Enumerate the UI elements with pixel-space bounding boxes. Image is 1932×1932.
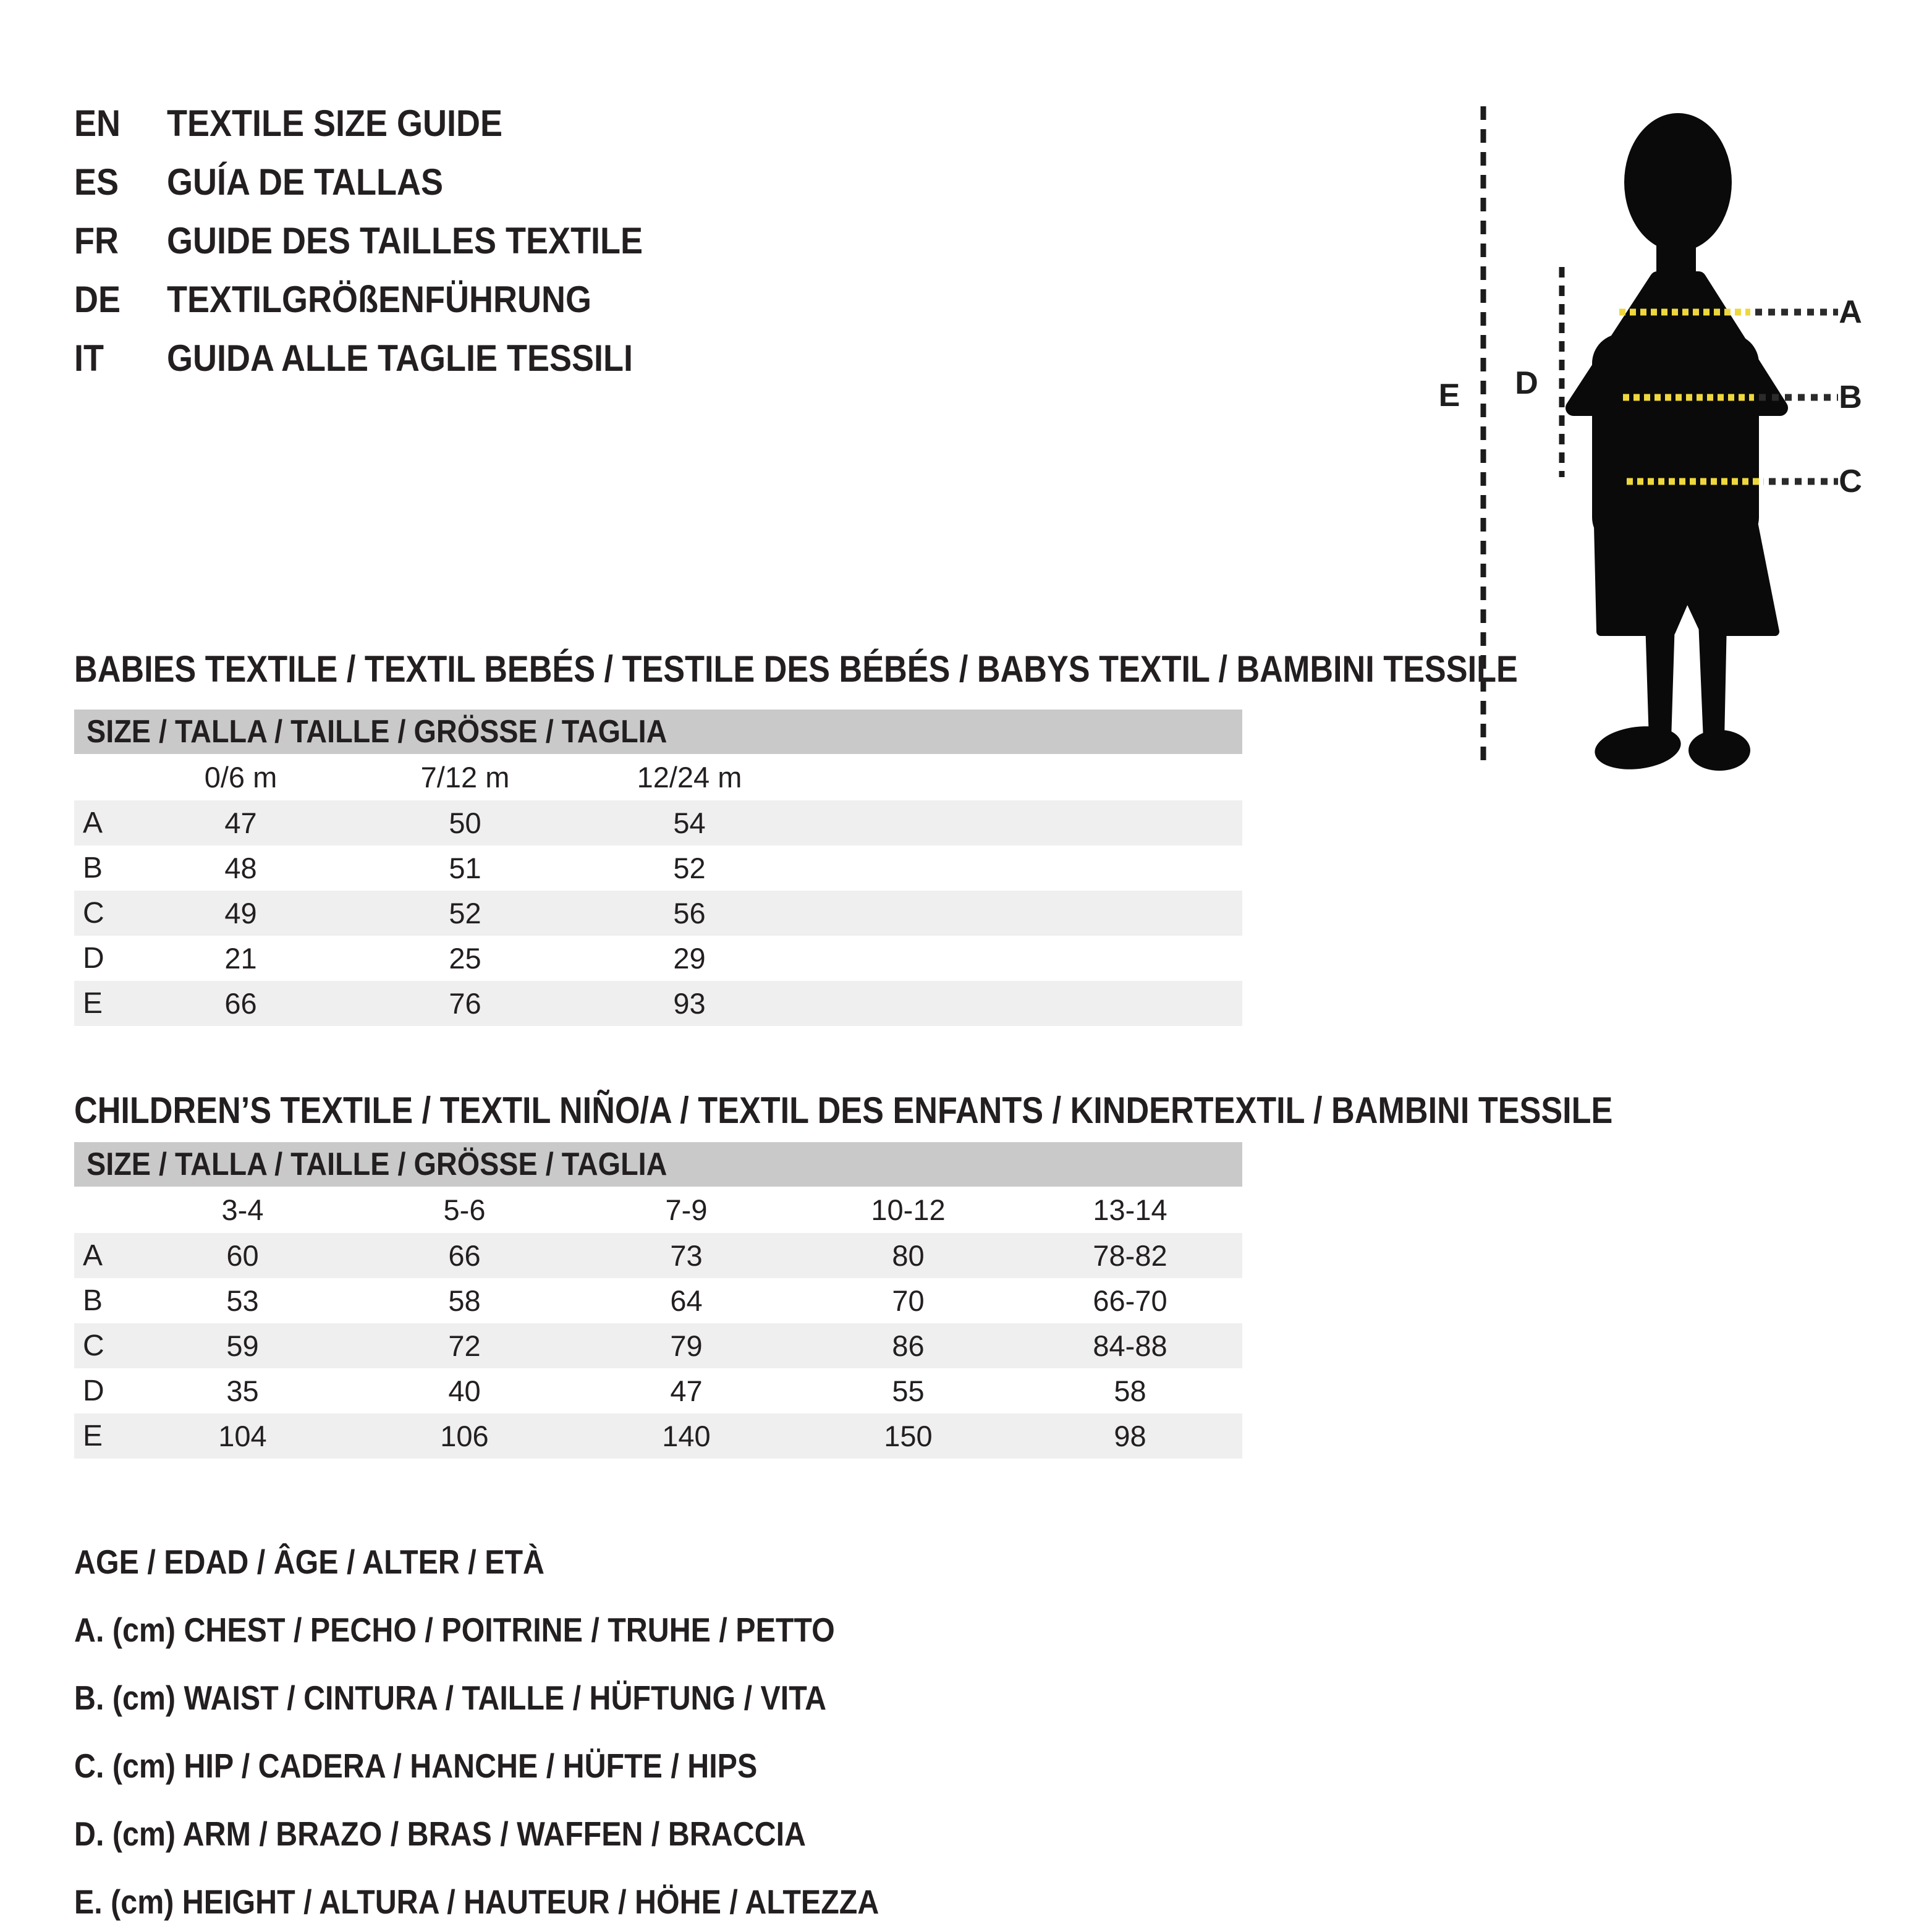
column-header-cell: 7-9 <box>665 1193 708 1226</box>
column-header-row <box>74 1187 1242 1233</box>
row-label: B <box>83 1284 103 1317</box>
table-cell: 72 <box>448 1329 481 1362</box>
legend-row-text: E. (cm) HEIGHT / ALTURA / HAUTEUR / HÖHE / ALTEZZA <box>74 1883 879 1921</box>
column-header-cell: 0/6 m <box>204 761 278 794</box>
table-row <box>74 1413 1242 1459</box>
language-code-text: EN <box>74 103 121 144</box>
table-cell: 55 <box>892 1375 925 1407</box>
column-header-cell: 5-6 <box>443 1193 486 1226</box>
table-cell: 48 <box>224 852 257 884</box>
size-header-bar <box>74 710 1242 754</box>
language-title <box>167 278 638 321</box>
table-row <box>74 981 1242 1026</box>
measurement-legend <box>74 1528 989 1932</box>
column-header-cell: 10-12 <box>871 1193 946 1226</box>
figure-label-arm: D <box>1515 365 1538 401</box>
language-code <box>74 102 167 145</box>
language-row <box>74 94 696 153</box>
table-cell: 29 <box>673 942 706 975</box>
table-cell: 50 <box>449 807 481 839</box>
row-label: D <box>83 1375 104 1407</box>
table-cell: 25 <box>449 942 481 975</box>
table-cell: 49 <box>224 897 257 930</box>
table-cell: 51 <box>449 852 481 884</box>
table-cell: 64 <box>670 1284 703 1317</box>
column-header-cell: 7/12 m <box>420 761 510 794</box>
language-title <box>167 219 696 262</box>
language-row <box>74 270 696 329</box>
column-header-row <box>74 754 1242 800</box>
legend-row-text: A. (cm) CHEST / PECHO / POITRINE / TRUHE / PETTO <box>74 1611 835 1649</box>
row-label: D <box>83 942 104 975</box>
table-cell: 78-82 <box>1093 1239 1167 1272</box>
legend-row <box>74 1732 989 1800</box>
size-header-text: SIZE / TALLA / TAILLE / GRÖSSE / TAGLIA <box>87 1146 667 1182</box>
table-row <box>74 1278 1242 1323</box>
table-cell: 56 <box>673 897 706 930</box>
language-title <box>167 161 474 203</box>
table-cell: 52 <box>673 852 706 884</box>
row-label: C <box>83 1329 104 1362</box>
legend-row <box>74 1528 989 1596</box>
figure-label-hip: C <box>1839 464 1862 499</box>
legend-row-text: C. (cm) HIP / CADERA / HANCHE / HÜFTE / HIPS <box>74 1747 758 1785</box>
babies-size-table <box>74 710 1242 1026</box>
language-code <box>74 337 167 379</box>
table-cell: 73 <box>670 1239 703 1272</box>
column-header-cell: 13-14 <box>1093 1193 1167 1226</box>
legend-row <box>74 1664 989 1732</box>
language-row <box>74 153 696 211</box>
language-code-text: FR <box>74 220 119 261</box>
table-cell: 80 <box>892 1239 925 1272</box>
table-cell: 150 <box>884 1420 933 1452</box>
figure-label-height: E <box>1438 378 1460 413</box>
table-cell: 70 <box>892 1284 925 1317</box>
row-label: E <box>83 1420 103 1452</box>
table-row <box>74 1233 1242 1278</box>
language-title-text: GUIDE DES TAILLES TEXTILE <box>167 220 643 261</box>
row-label: E <box>83 987 103 1020</box>
table-row <box>74 891 1242 936</box>
language-title-list <box>74 94 696 388</box>
legend-row-text: D. (cm) ARM / BRAZO / BRAS / WAFFEN / BRACCIA <box>74 1815 806 1853</box>
language-row <box>74 211 696 270</box>
figure-label-waist: B <box>1839 379 1862 415</box>
table-cell: 47 <box>670 1375 703 1407</box>
table-row <box>74 936 1242 981</box>
table-cell: 66-70 <box>1093 1284 1167 1317</box>
language-title-text: TEXTILE SIZE GUIDE <box>167 103 503 144</box>
row-label: C <box>83 897 104 930</box>
language-code <box>74 278 167 321</box>
table-cell: 58 <box>448 1284 481 1317</box>
babies-section-title <box>74 648 1734 690</box>
language-code-text: IT <box>74 337 104 379</box>
row-label: B <box>83 852 103 884</box>
language-code <box>74 161 167 203</box>
table-cell: 60 <box>226 1239 259 1272</box>
figure-label-chest: A <box>1839 294 1862 330</box>
legend-row <box>74 1800 989 1868</box>
table-cell: 21 <box>224 942 257 975</box>
children-section-title <box>74 1089 1842 1132</box>
table-cell: 140 <box>662 1420 711 1452</box>
language-code-text: DE <box>74 279 121 320</box>
table-cell: 35 <box>226 1375 259 1407</box>
size-header-bar <box>74 1142 1242 1187</box>
language-code <box>74 219 167 262</box>
table-row <box>74 800 1242 845</box>
table-cell: 52 <box>449 897 481 930</box>
language-title-text: TEXTILGRÖßENFÜHRUNG <box>167 279 591 320</box>
table-cell: 58 <box>1114 1375 1146 1407</box>
size-header-text: SIZE / TALLA / TAILLE / GRÖSSE / TAGLIA <box>87 714 667 750</box>
legend-row <box>74 1868 989 1932</box>
legend-row-text: AGE / EDAD / ÂGE / ALTER / ETÀ <box>74 1543 545 1581</box>
table-cell: 106 <box>440 1420 489 1452</box>
language-code-text: ES <box>74 161 119 203</box>
language-title-text: GUÍA DE TALLAS <box>167 161 443 203</box>
table-cell: 93 <box>673 987 706 1020</box>
children-section-title-text: CHILDREN’S TEXTILE / TEXTIL NIÑO/A / TEXTIL DES ENFANTS / KINDERTEXTIL / BAMBINI TESSILE <box>74 1090 1613 1131</box>
children-size-table <box>74 1142 1242 1459</box>
table-cell: 104 <box>218 1420 267 1452</box>
table-cell: 47 <box>224 807 257 839</box>
language-row <box>74 329 696 388</box>
language-title <box>167 337 685 379</box>
legend-row <box>74 1596 989 1664</box>
row-label: A <box>83 807 103 839</box>
table-cell: 59 <box>226 1329 259 1362</box>
table-cell: 76 <box>449 987 481 1020</box>
table-cell: 66 <box>448 1239 481 1272</box>
language-title <box>167 102 540 145</box>
table-cell: 53 <box>226 1284 259 1317</box>
table-cell: 98 <box>1114 1420 1146 1452</box>
table-cell: 40 <box>448 1375 481 1407</box>
babies-section-title-text: BABIES TEXTILE / TEXTIL BEBÉS / TESTILE DES BÉBÉS / BABYS TEXTIL / BAMBINI TESSILE <box>74 648 1518 690</box>
column-header-cell: 3-4 <box>221 1193 264 1226</box>
table-row <box>74 1368 1242 1413</box>
table-row <box>74 1323 1242 1368</box>
language-title-text: GUIDA ALLE TAGLIE TESSILI <box>167 337 633 379</box>
table-cell: 84-88 <box>1093 1329 1167 1362</box>
legend-row-text: B. (cm) WAIST / CINTURA / TAILLE / HÜFTUNG / VITA <box>74 1679 827 1717</box>
table-cell: 54 <box>673 807 706 839</box>
table-cell: 86 <box>892 1329 925 1362</box>
table-row <box>74 845 1242 891</box>
table-cell: 79 <box>670 1329 703 1362</box>
column-header-cell: 12/24 m <box>637 761 742 794</box>
table-cell: 66 <box>224 987 257 1020</box>
row-label: A <box>83 1239 103 1272</box>
